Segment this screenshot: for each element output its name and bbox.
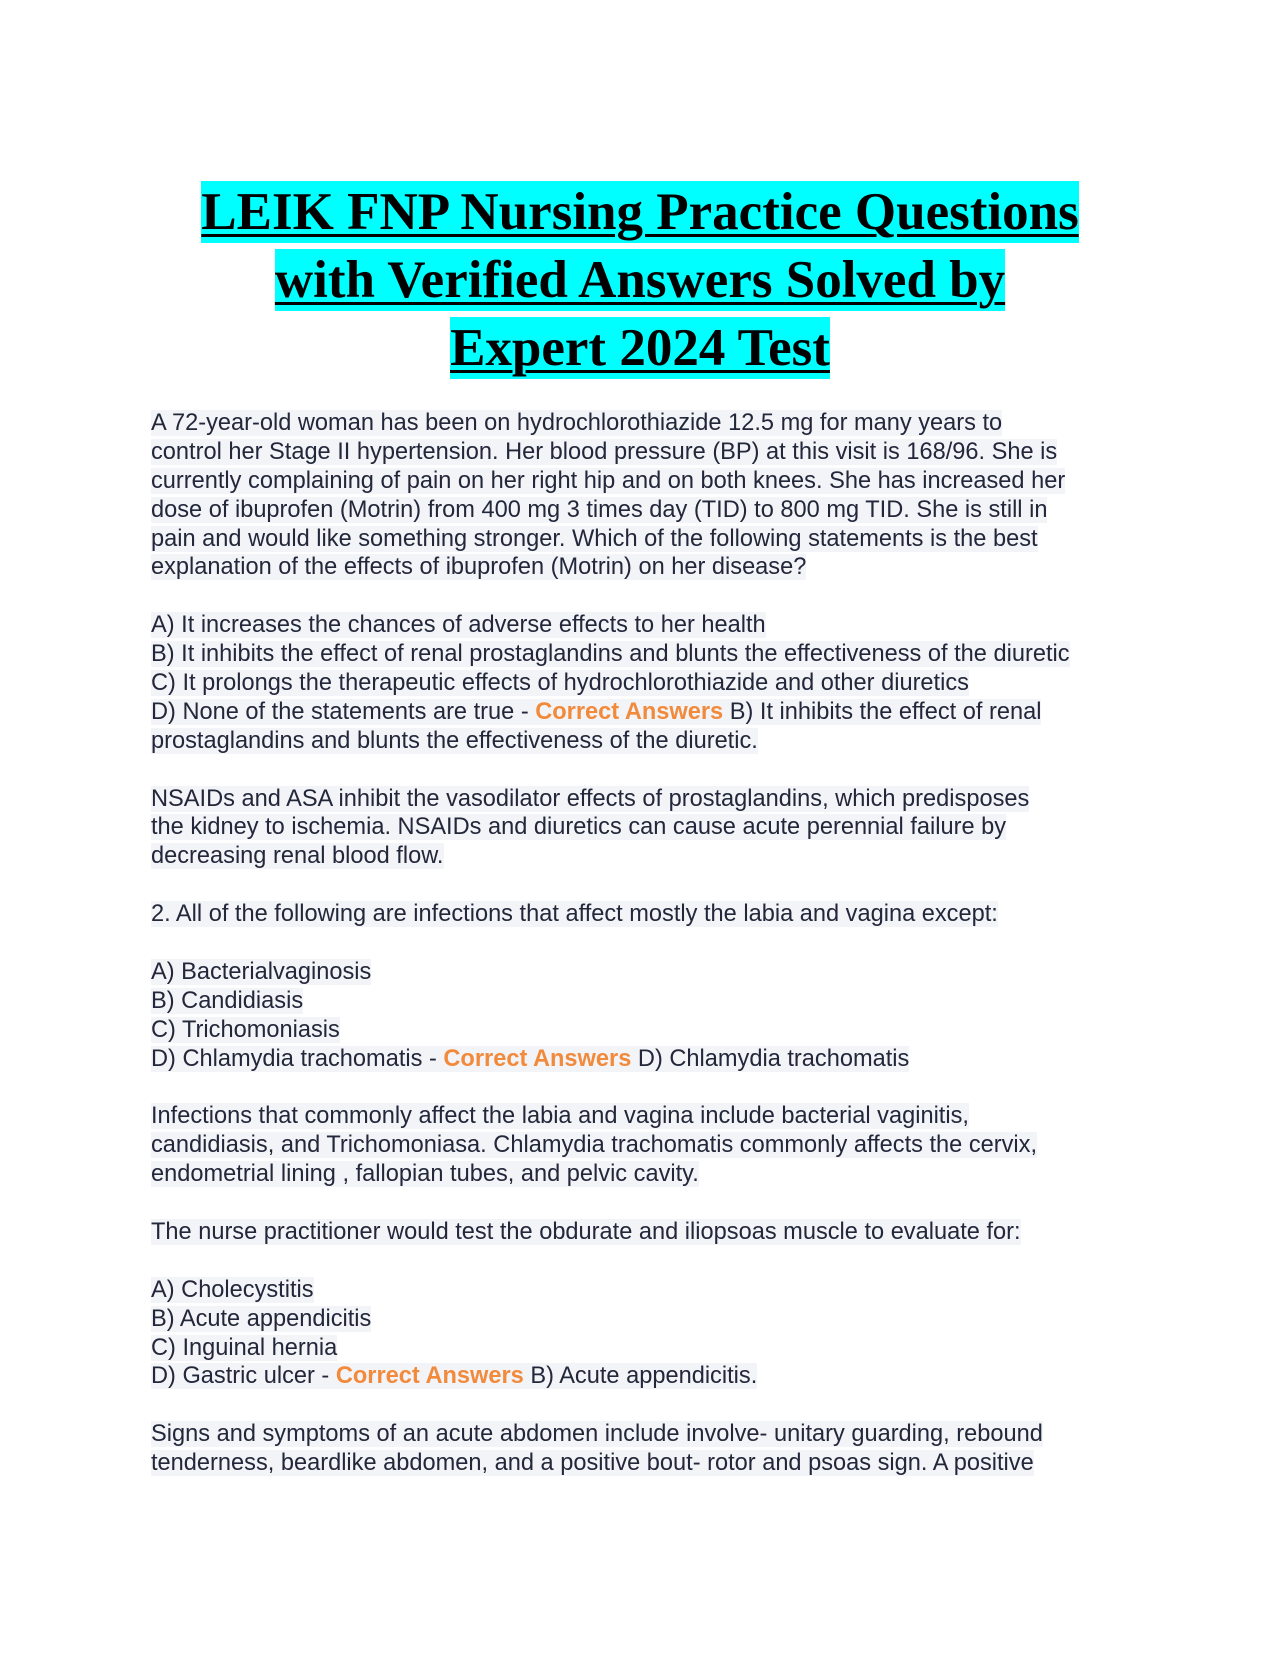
question-2 xyxy=(151,900,1151,1189)
q3-option-b: B) Acute appendicitis xyxy=(151,1305,372,1332)
q3-option-c: C) Inguinal hernia xyxy=(151,1334,338,1361)
q3-option-a: A) Cholecystitis xyxy=(151,1276,314,1303)
q1-stem-line: pain and would like something stronger. Which of the following statements is the best xyxy=(151,525,1038,552)
q1-stem-line: control her Stage II hypertension. Her blood pressure (BP) at this visit is 168/96. She is xyxy=(151,438,1058,465)
q1-rationale-line: decreasing renal blood flow. xyxy=(151,843,444,870)
correct-answers-label: Correct Answers xyxy=(335,1363,524,1390)
q1-option-a: A) It increases the chances of adverse effects to her health xyxy=(151,612,766,639)
q2-option-b: B) Candidiasis xyxy=(151,987,304,1014)
q2-option-c: C) Trichomoniasis xyxy=(151,1016,340,1043)
q1-option-b: B) It inhibits the effect of renal prostaglandins and blunts the effectiveness of the diuretic xyxy=(151,641,1070,668)
q1-stem-line: currently complaining of pain on her right hip and on both knees. She has increased her xyxy=(151,467,1066,494)
document-title xyxy=(140,178,1140,382)
q1-stem-line: dose of ibuprofen (Motrin) from 400 mg 3 times day (TID) to 800 mg TID. She is still in xyxy=(151,496,1048,523)
q3-stem: The nurse practitioner would test the obdurate and iliopsoas muscle to evaluate for: xyxy=(151,1218,1021,1245)
q1-rationale-line: NSAIDs and ASA inhibit the vasodilator effects of prostaglandins, which predisposes xyxy=(151,785,1030,812)
q2-rationale-line: endometrial lining , fallopian tubes, and pelvic cavity. xyxy=(151,1161,699,1188)
correct-answers-label: Correct Answers xyxy=(535,698,724,725)
q3-rationale-line: Signs and symptoms of an acute abdomen include involve- unitary guarding, rebound xyxy=(151,1421,1043,1448)
title-line-2: with Verified Answers Solved by xyxy=(274,251,1006,309)
q1-stem-line: A 72-year-old woman has been on hydrochlorothiazide 12.5 mg for many years to xyxy=(151,410,1003,436)
q2-stem: 2. All of the following are infections that affect mostly the labia and vagina except: xyxy=(151,901,998,928)
q3-rationale-line: tenderness, beardlike abdomen, and a positive bout- rotor and psoas sign. A positive xyxy=(151,1450,1034,1477)
q1-answer-continued: prostaglandins and blunts the effectiveness of the diuretic. xyxy=(151,727,758,754)
correct-answers-label: Correct Answers xyxy=(443,1045,632,1072)
question-1 xyxy=(151,409,1151,871)
q3-option-d-answer: D) Gastric ulcer - Correct Answers B) Acute appendicitis. xyxy=(151,1363,758,1390)
q2-option-a: A) Bacterialvaginosis xyxy=(151,958,372,985)
document-body xyxy=(151,409,1151,1478)
q1-stem-line: explanation of the effects of ibuprofen (Motrin) on her disease? xyxy=(151,554,807,581)
title-line-1: LEIK FNP Nursing Practice Questions xyxy=(201,183,1079,241)
title-line-3: Expert 2024 Test xyxy=(450,319,830,377)
q1-option-d-answer: D) None of the statements are true - Correct Answers B) It inhibits the effect of renal xyxy=(151,698,1042,725)
q1-option-c: C) It prolongs the therapeutic effects of hydrochlorothiazide and other diuretics xyxy=(151,670,969,697)
q2-option-d-answer: D) Chlamydia trachomatis - Correct Answers D) Chlamydia trachomatis xyxy=(151,1045,910,1072)
q2-rationale-line: Infections that commonly affect the labia and vagina include bacterial vaginitis, xyxy=(151,1103,969,1130)
question-3 xyxy=(151,1218,1151,1478)
q2-rationale-line: candidiasis, and Trichomoniasa. Chlamydia trachomatis commonly affects the cervix, xyxy=(151,1132,1038,1159)
q1-rationale-line: the kidney to ischemia. NSAIDs and diuretics can cause acute perennial failure by xyxy=(151,814,1007,841)
